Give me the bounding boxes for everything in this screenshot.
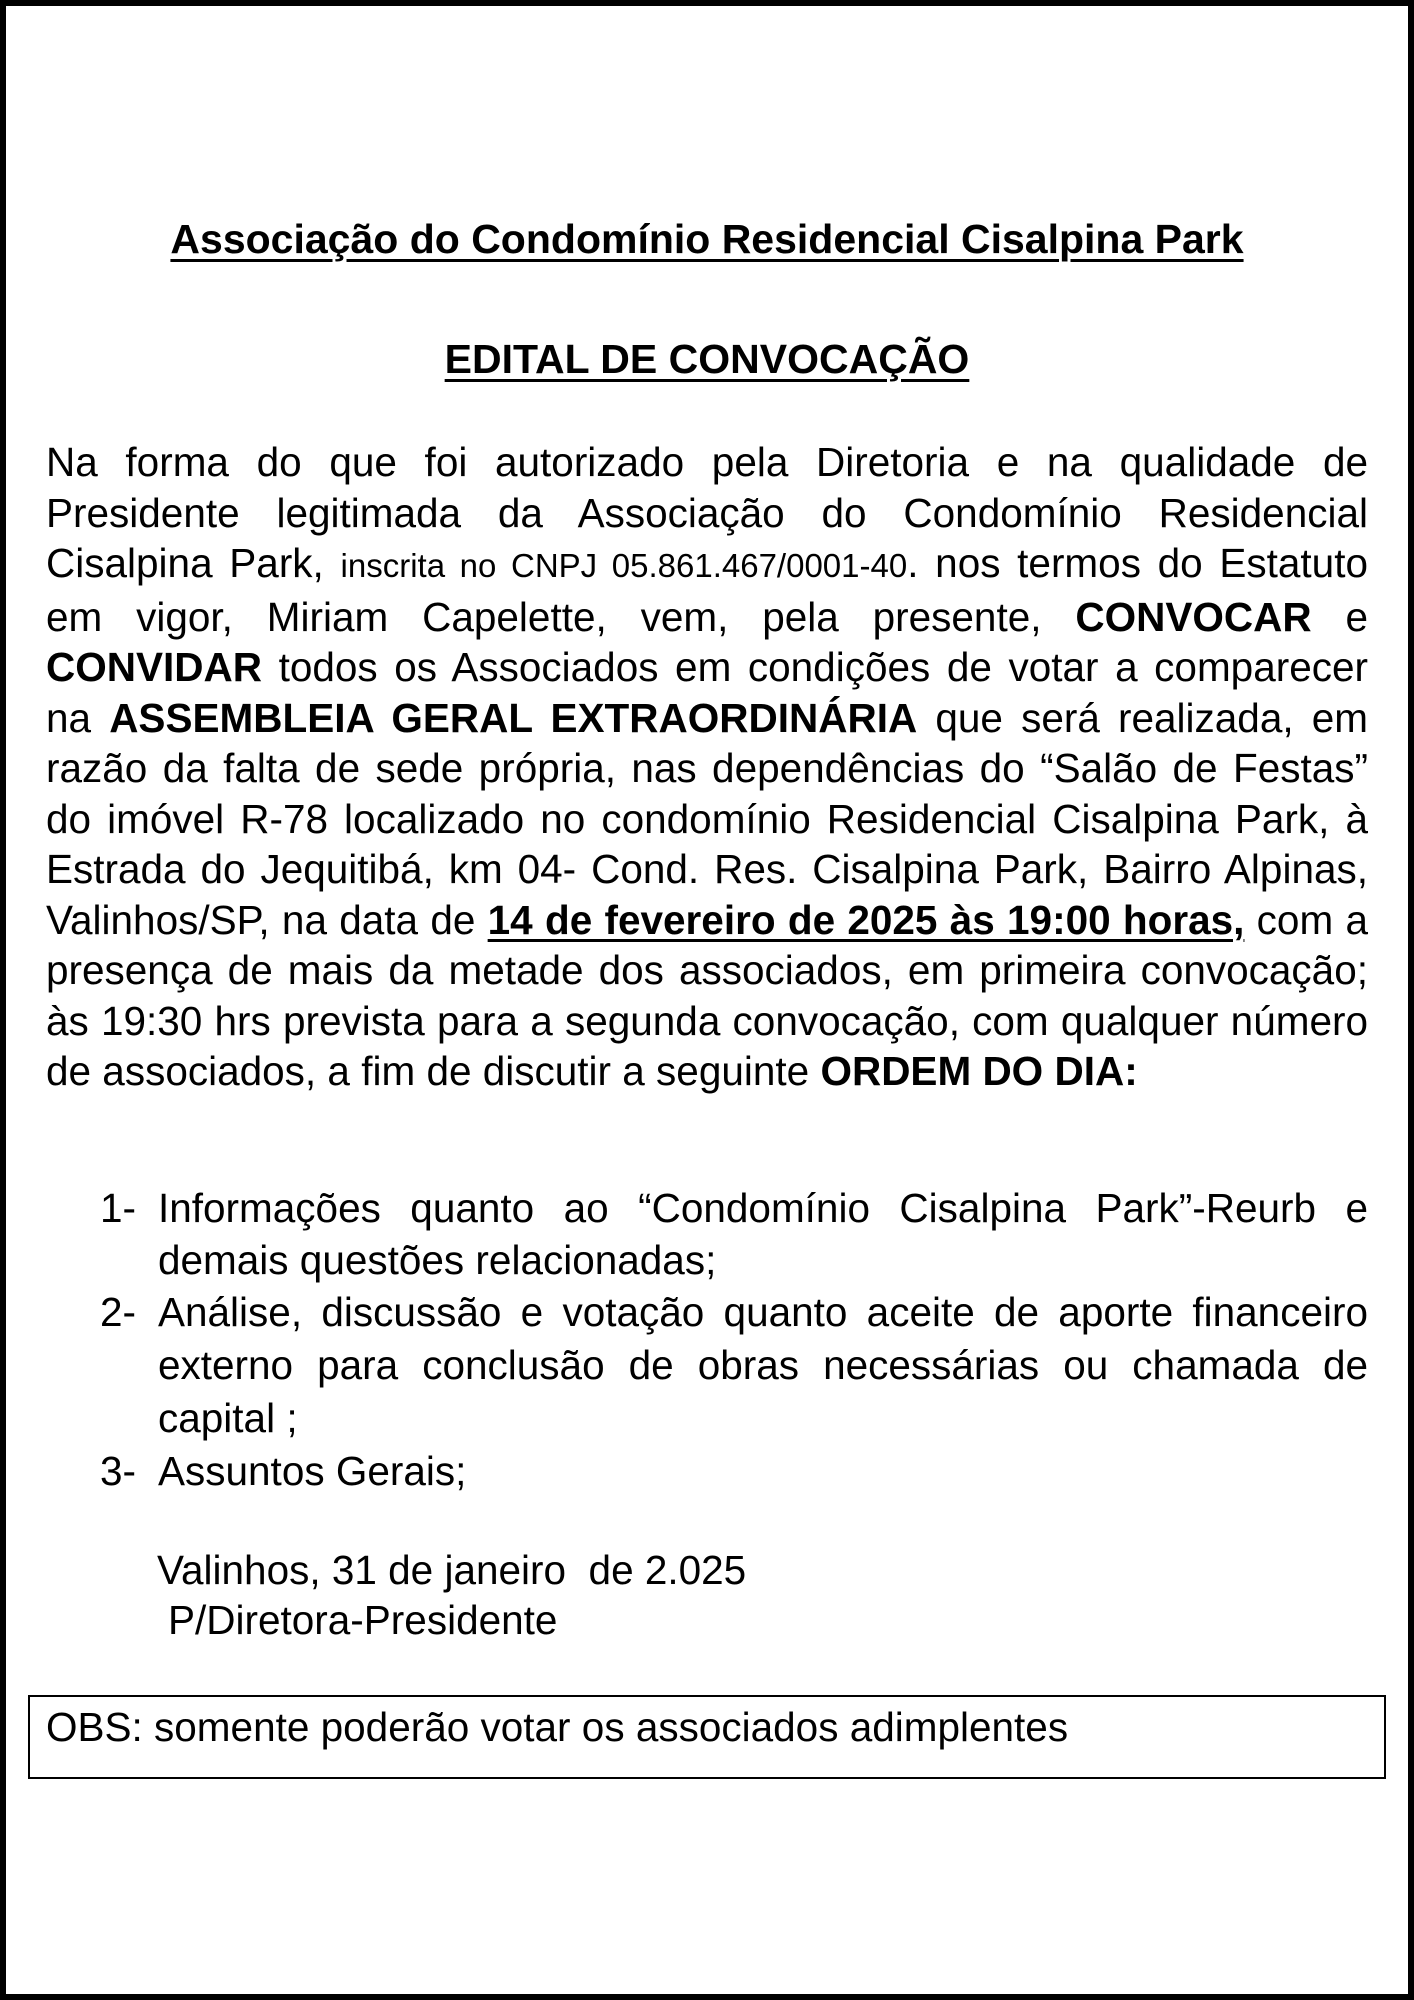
paragraph-text-2: . nos termos do Estatuto em vigor, Miriam Capelette, vem, pela presente, bbox=[46, 540, 1368, 640]
paragraph-text-4: que será realizada, em razão da falta de sede própria, nas dependências do “Salão de Festas” do imóvel R-78 localizado no condomínio Residencial Cisalpina Park, à Estrada do Jequitibá, km 04- Cond. Res. Cisalpina Park, Bairro Alpinas, Valinhos/SP, na data de bbox=[46, 694, 1368, 943]
paragraph-text-5: com a presença de mais da metade dos associados, em primeira convocação; às 19:30 hrs prevista para a segunda convocação, com qualquer número de associados, a fim de discutir a seguinte bbox=[46, 896, 1368, 1094]
agenda-item-number: 3- bbox=[100, 1448, 137, 1494]
paragraph-text-3: todos os Associados em condições de votar a comparecer na bbox=[46, 644, 1368, 741]
agenda-list bbox=[96, 1182, 1368, 1497]
place-and-date: Valinhos, 31 de janeiro de 2.025 bbox=[157, 1547, 747, 1593]
agenda-item-text: Informações quanto ao “Condomínio Cisalpina Park”-Reurb e demais questões relacionadas; bbox=[158, 1185, 1368, 1283]
agenda-item-number: 1- bbox=[100, 1185, 137, 1231]
document-title: EDITAL DE CONVOCAÇÃO bbox=[444, 336, 970, 382]
agenda-heading: ORDEM DO DIA: bbox=[820, 1048, 1138, 1094]
agenda-item bbox=[96, 1182, 1368, 1286]
agenda-item bbox=[96, 1445, 1368, 1497]
convidar-text: CONVIDAR bbox=[46, 644, 263, 690]
agenda-item-number: 2- bbox=[100, 1289, 137, 1335]
observation-box bbox=[28, 1695, 1386, 1779]
signature-line: P/Diretora-Presidente bbox=[168, 1597, 558, 1643]
meeting-date: 14 de fevereiro de 2025 às 19:00 horas, bbox=[487, 896, 1245, 943]
convocation-paragraph bbox=[46, 437, 1368, 1097]
conjunction-text: e bbox=[1311, 593, 1368, 640]
agenda-item-text: Assuntos Gerais; bbox=[158, 1448, 467, 1494]
agenda-item bbox=[96, 1286, 1368, 1445]
observation-text: OBS: somente poderão votar os associados adimplentes bbox=[46, 1704, 1069, 1750]
agenda-item-text: Análise, discussão e votação quanto aceite de aporte financeiro externo para conclusão de obras necessárias ou chamada de capital ; bbox=[158, 1289, 1368, 1441]
convocar-text: CONVOCAR bbox=[1075, 593, 1312, 640]
assembly-name: ASSEMBLEIA GERAL EXTRAORDINÁRIA bbox=[109, 694, 918, 741]
organization-title: Associação do Condomínio Residencial Cisalpina Park bbox=[170, 216, 1244, 262]
paragraph-text-1: Na forma do que foi autorizado pela Diretoria e na qualidade de Presidente legitimada da Associação do Condomínio Residencial Cisalpina Park, bbox=[46, 439, 1368, 586]
cnpj-text: inscrita no CNPJ 05.861.467/0001-40 bbox=[340, 547, 908, 584]
